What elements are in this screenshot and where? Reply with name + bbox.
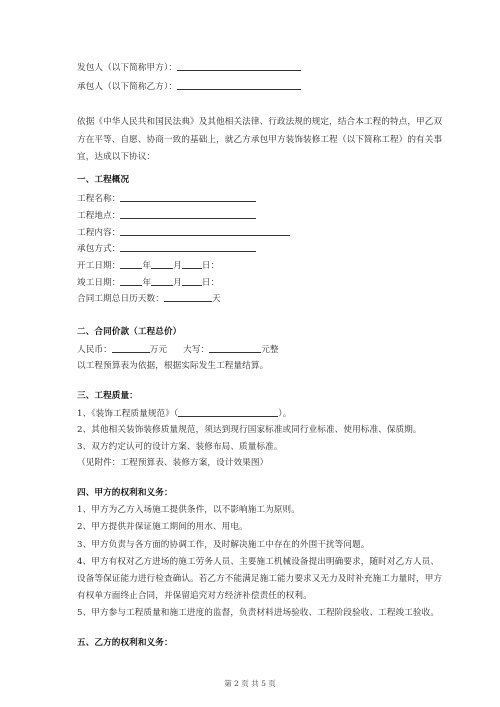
start-day-blank[interactable] [182,259,202,269]
quality-item-1 [77,407,291,420]
end-day-blank[interactable] [182,276,202,286]
quality-standard-blank[interactable] [178,407,278,417]
wan-yuan-text: 万元 [149,345,168,355]
capital-blank[interactable] [209,343,261,353]
section-5-title: 五、乙方的权利和义务： [77,638,173,648]
employer-blank[interactable] [177,61,301,71]
employer-item-3: 3、甲方负责与各方面的协调工作，及时解决施工中存在的外围干扰等问题。 [77,540,370,550]
contractor-blank[interactable] [177,80,301,90]
contract-method-line [77,242,256,255]
page-number: 第 2 页 共 5 页 [224,679,276,688]
employer-item-4-line-2: 设备等保证能力进行检查确认。若乙方不能满足施工能力要求又无力及时补充施工力量时，甲方 [77,574,443,584]
quality-note: （见附件：工程预算表、装修方案，设计效果图） [77,458,269,468]
section-2-title: 二、合同价款（工程总价） [77,327,182,337]
month-text: 月 [173,278,182,288]
contract-method-label: 承包方式： [77,244,121,254]
rmb-blank[interactable] [112,343,150,353]
duration-blank[interactable] [164,292,212,302]
project-location-label: 工程地点： [77,211,121,221]
end-year-blank[interactable] [120,276,142,286]
end-month-blank[interactable] [151,276,173,286]
section-4-title: 四、甲方的权利和义务： [77,488,173,498]
employer-item-4-line-3: 有权单方面终止合同，并保留追究对方经济补偿责任的权利。 [77,591,312,601]
duration-unit: 天 [211,294,221,304]
price-line [77,343,279,356]
day-text: 日： [201,278,220,288]
contract-method-blank[interactable] [120,242,256,252]
quality-item-1-prefix: 1、《装饰工程质量规范》（ [77,409,179,419]
employer-line [77,61,301,74]
project-content-line [77,226,290,239]
year-text: 年 [142,261,152,271]
section-1-title: 一、工程概况 [77,175,130,185]
employer-label: 发包人（以下简称甲方）： [77,63,178,73]
quality-item-3: 3、双方约定认可的设计方案、装修布局、质量标准。 [77,442,283,452]
start-date-label: 开工日期： [77,261,121,271]
end-date-line [77,276,219,289]
yuan-zheng-text: 元整 [261,345,279,355]
quality-item-2: 2、其他相关装饰装修质量规范，须达到现行国家标准或同行业标准、使用标准、保质期。 [77,425,422,435]
month-text: 月 [173,261,182,271]
project-location-line [77,209,256,222]
start-date-line [77,259,219,272]
day-text: 日： [201,261,220,271]
employer-item-5: 5、甲方参与工程质量和施工进度的监督，负责材料进场验收、工程阶段验收、工程竣工验收。 [77,608,440,618]
capital-label: 大写： [183,345,210,355]
project-content-blank[interactable] [120,226,290,236]
start-year-blank[interactable] [120,259,142,269]
employer-item-4-line-1: 4、甲方有权对乙方进场的施工劳务人员、主要施工机械设备提出明确要求，随时对乙方人员、 [77,557,440,567]
quality-item-1-suffix: ）。 [278,409,292,419]
price-basis: 以工程预算表为依据，根据实际发生工程量结算。 [77,361,269,371]
intro-line-2: 方在平等、自愿、协商一致的基础上，就乙方承包甲方装饰装修工程（以下简称工程）的有关事 [77,135,443,145]
start-month-blank[interactable] [151,259,173,269]
employer-item-1: 1、甲方为乙方入场施工提供条件，以不影响施工为原则。 [77,505,300,515]
end-date-label: 竣工日期： [77,278,121,288]
intro-line-1: 依据《中华人民共和国民法典》及其他相关法律、行政法规的规定，结合本工程的特点，甲乙双 [77,117,443,127]
employer-item-2: 2、甲方提供并保证施工期间的用水、用电。 [77,522,248,532]
contractor-line [77,80,301,93]
project-name-label: 工程名称： [77,194,121,204]
intro-line-3: 宜，达成以下协议： [77,152,156,162]
year-text: 年 [142,278,152,288]
project-name-blank[interactable] [120,192,256,202]
project-name-line [77,192,256,205]
contractor-label: 承包人（以下简称乙方）： [77,82,178,92]
section-3-title: 三、工程质量： [77,391,138,401]
duration-line [77,292,221,305]
rmb-label: 人民币： [77,345,112,355]
project-content-label: 工程内容： [77,228,121,238]
project-location-blank[interactable] [120,209,256,219]
duration-label: 合同工期总日历天数： [77,294,164,304]
